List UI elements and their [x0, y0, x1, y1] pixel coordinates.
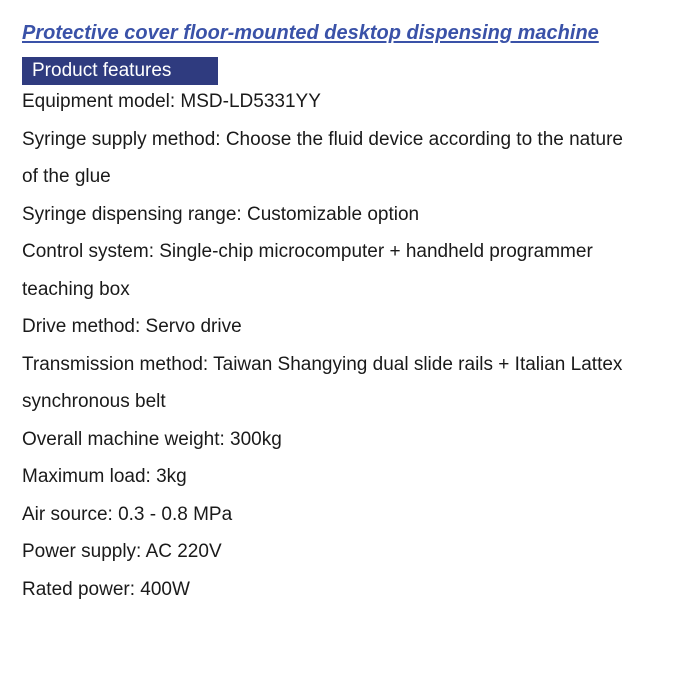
spec-line: Transmission method: Taiwan Shangying dual slide rails + Italian Lattex — [22, 353, 623, 375]
page-title: Protective cover floor-mounted desktop dispensing machine — [22, 22, 599, 44]
spec-line: Syringe dispensing range: Customizable option — [22, 203, 420, 225]
spec-list — [22, 83, 700, 608]
spec-line: Rated power: 400W — [22, 578, 190, 600]
spec-line: Maximum load: 3kg — [22, 466, 187, 487]
spec-line: Equipment model: MSD-LD5331YY — [22, 91, 321, 112]
spec-line: Drive method: Servo drive — [22, 316, 242, 337]
spec-line: Syringe supply method: Choose the fluid device according to the nature — [22, 128, 623, 150]
spec-line: teaching box — [22, 278, 130, 300]
spec-line: of the glue — [22, 166, 111, 187]
spec-line: Control system: Single-chip microcomputer + handheld programmer — [22, 241, 593, 262]
spec-line: Overall machine weight: 300kg — [22, 428, 282, 450]
spec-line: Air source: 0.3 - 0.8 MPa — [22, 503, 233, 525]
spec-line: synchronous belt — [22, 391, 166, 412]
section-banner-product-features: Product features — [22, 57, 218, 85]
spec-line: Power supply: AC 220V — [22, 541, 222, 562]
